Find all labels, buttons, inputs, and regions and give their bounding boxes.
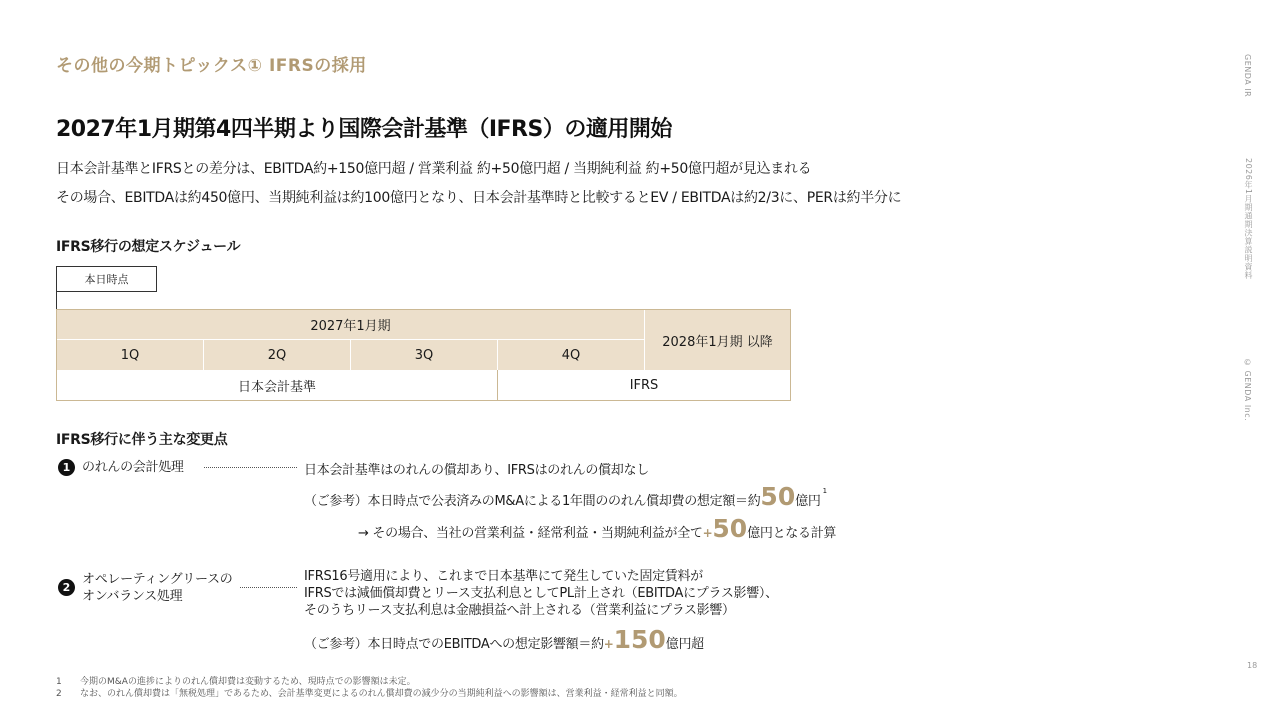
fy2028-header: 2028年1月期 以降 [644, 310, 790, 370]
now-marker: 本日時点 [56, 266, 157, 292]
lease-label-line-1: オペレーティングリースの [82, 572, 233, 587]
lease-desc-line-2: IFRSでは減価償却費とリース支払利息としてPL計上され（EBITDAにプラス影響）、 [304, 586, 778, 601]
goodwill-ref-suffix: 億円 [795, 494, 821, 509]
page-number: 18 [1247, 661, 1258, 670]
lease-description [304, 568, 778, 619]
lease-label-line-2: オンバランス処理 [82, 589, 183, 604]
goodwill-effect [358, 514, 836, 543]
quarter-2q: 2Q [204, 340, 351, 370]
lease-ref-prefix: （ご参考）本日時点でのEBITDAへの想定影響額＝約 [304, 637, 604, 652]
changes-heading: IFRS移行に伴う主な変更点 [56, 432, 228, 448]
quarter-4q: 4Q [498, 340, 644, 370]
lead-text-2: その場合、EBITDAは約450億円、当期純利益は約100億円となり、日本会計基準時と比較するとEV / EBITDAは約2/3に、PERは約半分に [56, 190, 902, 206]
item-label-goodwill: のれんの会計処理 [82, 460, 184, 475]
schedule-heading: IFRS移行の想定スケジュール [56, 239, 241, 255]
goodwill-effect-suffix: 億円となる計算 [747, 526, 837, 541]
ifrs-period: IFRS [498, 370, 790, 400]
goodwill-description: 日本会計基準はのれんの償却あり、IFRSはのれんの償却なし [304, 463, 649, 478]
lease-reference [304, 625, 704, 654]
goodwill-effect-value: 50 [712, 514, 748, 543]
item-number-1: 1 [58, 459, 75, 476]
side-copyright: © GENDA Inc. [1243, 358, 1252, 422]
lease-desc-line-3: そのうちリース支払利息は金融損益へ計上される（営業利益にプラス影響） [304, 603, 735, 618]
footnote-marker: 1 [822, 487, 827, 495]
plus-sign: + [702, 526, 713, 540]
footnote-text: なお、のれん償却費は「無税処理」であるため、会計基準変更によるのれん償却費の減少分の当期純利益への影響額は、営業利益・経常利益と同額。 [80, 689, 683, 699]
leader-dots [204, 467, 297, 468]
side-doc-title: 2026年1月期通期決算説明資料 [1244, 158, 1253, 280]
leader-dots [240, 587, 297, 588]
quarter-1q: 1Q [57, 340, 204, 370]
jgaap-period: 日本会計基準 [57, 370, 498, 400]
schedule-table [56, 309, 791, 401]
lease-ref-suffix: 億円超 [665, 637, 704, 652]
goodwill-ref-value: 50 [760, 482, 796, 511]
footnotes [56, 676, 683, 700]
footnote-number: 2 [56, 689, 62, 699]
item-number-2: 2 [58, 579, 75, 596]
goodwill-ref-prefix: （ご参考）本日時点で公表済みのM&Aによる1年間ののれん償却費の想定額＝約 [304, 494, 761, 509]
footnote-text: 今期のM&Aの進捗によりのれん償却費は変動するため、現時点での影響額は未定。 [80, 677, 416, 687]
footnote-number: 1 [56, 677, 62, 687]
plus-sign: + [603, 637, 614, 651]
lease-ref-value: 150 [613, 625, 666, 654]
lead-text-1: 日本会計基準とIFRSとの差分は、EBITDA約+150億円超 / 営業利益 約+50億円超 / 当期純利益 約+50億円超が見込まれる [56, 161, 812, 177]
quarter-3q: 3Q [351, 340, 498, 370]
item-label-lease [82, 571, 232, 605]
lease-desc-line-1: IFRS16号適用により、これまで日本基準にて発生していた固定賃料が [304, 569, 703, 584]
goodwill-effect-prefix: → その場合、当社の営業利益・経常利益・当期純利益が全て [358, 526, 703, 541]
goodwill-reference [304, 482, 827, 511]
section-label: その他の今期トピックス① IFRSの採用 [56, 56, 367, 76]
page-title: 2027年1月期第4四半期より国際会計基準（IFRS）の適用開始 [56, 117, 672, 142]
footnote-row [56, 688, 683, 700]
side-brand: GENDA IR [1243, 54, 1252, 98]
footnote-row [56, 676, 683, 688]
fy2027-header: 2027年1月期 [57, 310, 644, 340]
